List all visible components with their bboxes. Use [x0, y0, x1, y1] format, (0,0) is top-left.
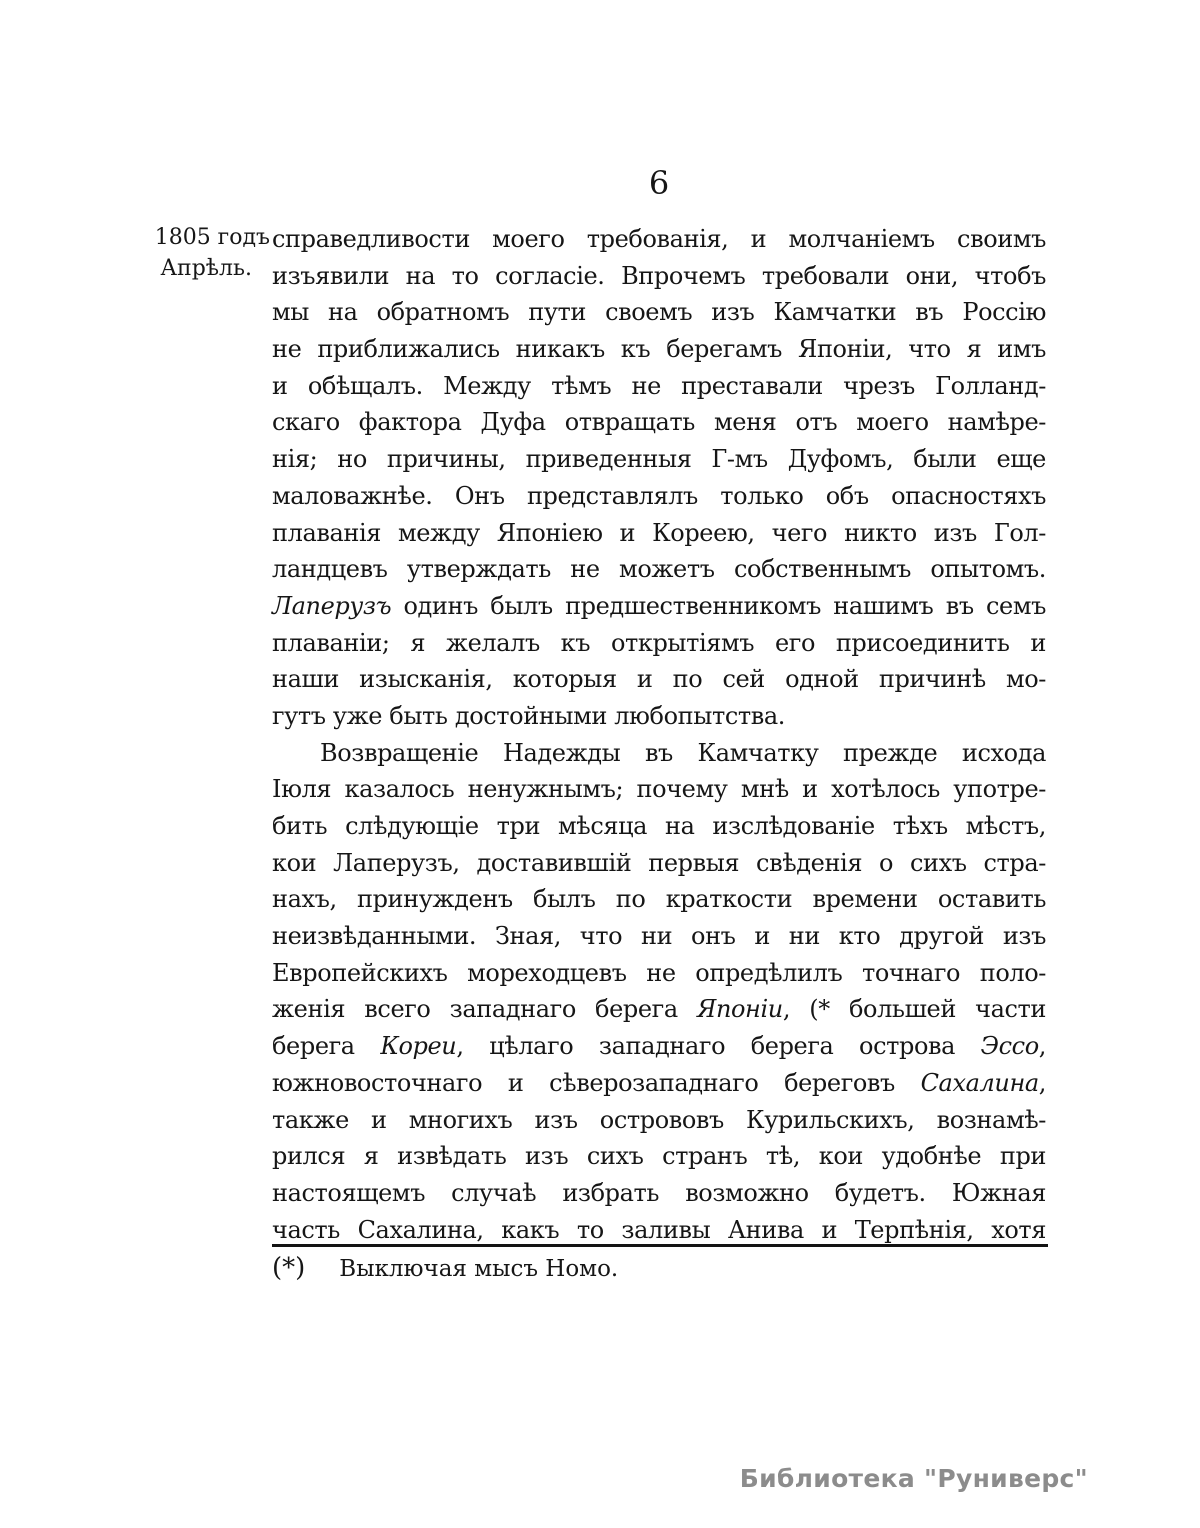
text-segment: Европейскихъ мореходцевъ не опредѣлилъ точнаго поло-	[272, 958, 1046, 987]
text-line	[272, 551, 1046, 588]
text-segment: не приближались никакъ къ берегамъ Японіи, что я имъ	[272, 335, 1046, 364]
text-segment: Іюля казалось ненужнымъ; почему мнѣ и хотѣлось употре-	[272, 775, 1046, 804]
italic-text-segment: Японіи	[696, 995, 783, 1024]
text-line	[272, 515, 1046, 552]
text-segment: , (* большей части	[782, 995, 1046, 1024]
text-line	[272, 991, 1046, 1028]
text-line	[272, 258, 1046, 295]
footnote-text: Выключая мысъ Номо.	[339, 1256, 619, 1282]
margin-note-month: Апрѣль.	[160, 256, 252, 281]
text-line	[272, 661, 1046, 698]
margin-note-year: 1805 годъ	[154, 225, 270, 250]
text-segment: часть Сахалина, какъ то заливы Анива и Терпѣнія, хотя	[272, 1215, 1046, 1244]
text-segment: южновосточнаго и сѣверозападнаго береговъ	[272, 1068, 921, 1097]
text-segment: ландцевъ утверждать не можетъ собственнымъ опытомъ.	[272, 555, 1046, 584]
text-segment: нія; но причины, приведенныя Г-мъ Дуфомъ, были еще	[272, 445, 1046, 474]
text-line	[272, 1065, 1046, 1102]
library-watermark: Библиотека "Руниверс"	[739, 1464, 1088, 1493]
text-line	[272, 808, 1046, 845]
page-number: 6	[648, 164, 670, 202]
text-line	[272, 845, 1046, 882]
text-segment: кои Лаперузъ, доставившій первыя свѣденія о сихъ стра-	[272, 848, 1046, 877]
text-line	[272, 918, 1046, 955]
text-segment: рился я извѣдать изъ сихъ странъ тѣ, кои удобнѣе при	[272, 1142, 1046, 1171]
text-line	[272, 1175, 1046, 1212]
text-line	[272, 1138, 1046, 1175]
text-line	[272, 221, 1046, 258]
text-line	[272, 441, 1046, 478]
text-segment: плаваніи; я желалъ къ открытіямъ его присоединить и	[272, 628, 1046, 657]
text-segment: также и многихъ изъ острововъ Курильскихъ, вознамѣ-	[272, 1105, 1046, 1134]
footnote-marker: (*)	[272, 1253, 306, 1283]
text-line	[272, 1028, 1046, 1065]
text-segment: маловажнѣе. Онъ представлялъ только объ опасностяхъ	[272, 481, 1046, 510]
text-line	[272, 1212, 1046, 1249]
italic-text-segment: Лаперузъ	[272, 591, 392, 620]
text-line	[272, 1102, 1046, 1139]
text-segment: плаванія между Японіею и Кореею, чего никто изъ Гол-	[272, 518, 1046, 547]
text-segment: гутъ уже быть достойными любопытства.	[272, 701, 785, 730]
text-segment: одинъ былъ предшественникомъ нашимъ въ семъ	[391, 591, 1046, 620]
text-line	[272, 368, 1046, 405]
text-segment: нахъ, принужденъ былъ по краткости времени оставить	[272, 885, 1046, 914]
text-segment: бить слѣдующіе три мѣсяца на изслѣдованіе тѣхъ мѣстъ,	[272, 812, 1046, 840]
text-segment: мы на обратномъ пути своемъ изъ Камчатки въ Россію	[272, 298, 1046, 327]
text-line	[272, 625, 1046, 662]
text-segment: изъявили на то согласіе. Впрочемъ требовали они, чтобъ	[272, 261, 1046, 290]
text-segment: справедливости моего требованія, и молчаніемъ своимъ	[272, 225, 1046, 253]
text-segment: женія всего западнаго берега	[272, 995, 697, 1024]
text-body	[272, 221, 1046, 1248]
text-line	[272, 735, 1046, 772]
text-segment: ,	[1038, 1032, 1046, 1061]
text-line	[272, 881, 1046, 918]
text-line	[272, 588, 1046, 625]
margin-note	[148, 222, 270, 284]
footnote-rule	[272, 1244, 1048, 1247]
text-segment: ,	[1038, 1068, 1046, 1097]
footnote	[272, 1252, 1046, 1285]
italic-text-segment: Сахалина	[920, 1068, 1039, 1097]
text-segment: и обѣщалъ. Между тѣмъ не преставали чрезъ Голланд-	[272, 371, 1046, 400]
text-segment: скаго фактора Дуфа отвращать меня отъ моего намѣре-	[272, 408, 1046, 437]
text-line	[272, 294, 1046, 331]
text-segment: берега	[272, 1032, 381, 1061]
text-line	[272, 771, 1046, 808]
text-line	[272, 955, 1046, 992]
italic-text-segment: Кореи	[380, 1032, 457, 1061]
text-segment: наши изысканія, которыя и по сей одной причинѣ мо-	[272, 665, 1046, 694]
text-line	[272, 698, 1046, 735]
text-segment: настоящемъ случаѣ избрать возможно будетъ. Южная	[272, 1178, 1046, 1207]
text-line	[272, 331, 1046, 368]
text-segment: неизвѣданными. Зная, что ни онъ и ни кто другой изъ	[272, 922, 1046, 951]
text-segment: , цѣлаго западнаго берега острова	[456, 1032, 981, 1061]
text-segment: Возвращеніе Надежды въ Камчатку прежде исхода	[320, 738, 1046, 767]
text-line	[272, 404, 1046, 441]
italic-text-segment: Эссо	[980, 1032, 1039, 1061]
text-line	[272, 478, 1046, 515]
